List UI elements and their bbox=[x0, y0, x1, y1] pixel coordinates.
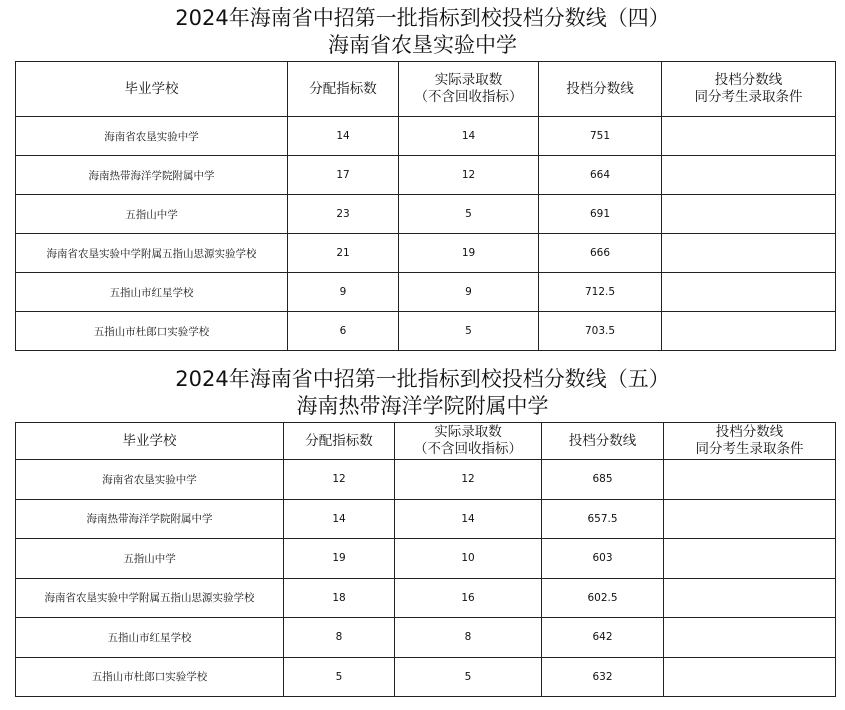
header-condition bbox=[662, 62, 836, 117]
cell-condition bbox=[664, 657, 836, 697]
cell-quota: 12 bbox=[284, 460, 395, 500]
table-row bbox=[16, 117, 836, 156]
header-quota: 分配指标数 bbox=[284, 423, 395, 460]
header-admitted-line2: （不含回收指标） bbox=[414, 441, 522, 457]
table-row bbox=[16, 156, 836, 195]
cell-condition bbox=[662, 273, 836, 312]
cell-admitted: 5 bbox=[399, 312, 539, 351]
cell-quota: 19 bbox=[284, 539, 395, 579]
cell-school: 海南热带海洋学院附属中学 bbox=[16, 156, 288, 195]
cell-quota: 21 bbox=[288, 234, 399, 273]
cell-quota: 23 bbox=[288, 195, 399, 234]
table-row bbox=[16, 499, 836, 539]
cell-admitted: 12 bbox=[399, 156, 539, 195]
cell-condition bbox=[662, 234, 836, 273]
cell-condition bbox=[664, 578, 836, 618]
cell-condition bbox=[662, 156, 836, 195]
cell-admitted: 5 bbox=[399, 195, 539, 234]
cell-score: 751 bbox=[539, 117, 662, 156]
table-row bbox=[16, 618, 836, 658]
cell-condition bbox=[664, 499, 836, 539]
cell-admitted: 9 bbox=[399, 273, 539, 312]
section-1-subtitle: 海南省农垦实验中学 bbox=[328, 33, 517, 57]
cell-score: 632 bbox=[542, 657, 664, 697]
cell-score: 703.5 bbox=[539, 312, 662, 351]
cell-quota: 14 bbox=[288, 117, 399, 156]
score-table-2 bbox=[15, 422, 836, 697]
header-quota: 分配指标数 bbox=[288, 62, 399, 117]
cell-condition bbox=[662, 117, 836, 156]
cell-admitted: 19 bbox=[399, 234, 539, 273]
cell-admitted: 8 bbox=[395, 618, 542, 658]
cell-score: 691 bbox=[539, 195, 662, 234]
header-admitted-line2: （不含回收指标） bbox=[414, 89, 523, 105]
header-score: 投档分数线 bbox=[542, 423, 664, 460]
header-school: 毕业学校 bbox=[16, 423, 284, 460]
cell-school: 五指山中学 bbox=[16, 195, 288, 234]
cell-school: 五指山市杜郎口实验学校 bbox=[16, 657, 284, 697]
header-admitted bbox=[395, 423, 542, 460]
cell-admitted: 10 bbox=[395, 539, 542, 579]
section-1-title: 2024年海南省中招第一批指标到校投档分数线（四） bbox=[175, 6, 670, 30]
table-header-row bbox=[16, 62, 836, 117]
header-admitted-line1: 实际录取数 bbox=[434, 424, 502, 440]
cell-score: 657.5 bbox=[542, 499, 664, 539]
cell-school: 海南热带海洋学院附属中学 bbox=[16, 499, 284, 539]
table-row bbox=[16, 460, 836, 500]
cell-quota: 6 bbox=[288, 312, 399, 351]
cell-admitted: 12 bbox=[395, 460, 542, 500]
cell-school: 五指山市杜郎口实验学校 bbox=[16, 312, 288, 351]
table-row bbox=[16, 234, 836, 273]
cell-quota: 17 bbox=[288, 156, 399, 195]
cell-condition bbox=[662, 312, 836, 351]
cell-school: 海南省农垦实验中学 bbox=[16, 117, 288, 156]
cell-admitted: 5 bbox=[395, 657, 542, 697]
cell-quota: 18 bbox=[284, 578, 395, 618]
header-score: 投档分数线 bbox=[539, 62, 662, 117]
section-2-title: 2024年海南省中招第一批指标到校投档分数线（五） bbox=[175, 367, 670, 391]
cell-admitted: 14 bbox=[395, 499, 542, 539]
table-row bbox=[16, 273, 836, 312]
cell-score: 603 bbox=[542, 539, 664, 579]
cell-score: 602.5 bbox=[542, 578, 664, 618]
table-row bbox=[16, 312, 836, 351]
header-admitted-line1: 实际录取数 bbox=[434, 72, 503, 88]
cell-school: 五指山市红星学校 bbox=[16, 618, 284, 658]
cell-condition bbox=[662, 195, 836, 234]
header-condition-line2: 同分考生录取条件 bbox=[694, 89, 803, 105]
cell-score: 685 bbox=[542, 460, 664, 500]
table-row bbox=[16, 657, 836, 697]
score-table-1 bbox=[15, 61, 836, 351]
cell-school: 海南省农垦实验中学附属五指山思源实验学校 bbox=[16, 234, 288, 273]
cell-school: 五指山市红星学校 bbox=[16, 273, 288, 312]
header-condition-line1: 投档分数线 bbox=[714, 72, 783, 88]
header-condition-line2: 同分考生录取条件 bbox=[695, 441, 804, 457]
cell-condition bbox=[664, 460, 836, 500]
header-school: 毕业学校 bbox=[16, 62, 288, 117]
cell-score: 664 bbox=[539, 156, 662, 195]
table-row bbox=[16, 539, 836, 579]
cell-score: 666 bbox=[539, 234, 662, 273]
cell-school: 五指山中学 bbox=[16, 539, 284, 579]
cell-score: 712.5 bbox=[539, 273, 662, 312]
cell-admitted: 14 bbox=[399, 117, 539, 156]
header-condition-line1: 投档分数线 bbox=[715, 424, 784, 440]
cell-quota: 5 bbox=[284, 657, 395, 697]
table-row bbox=[16, 578, 836, 618]
cell-quota: 14 bbox=[284, 499, 395, 539]
cell-condition bbox=[664, 539, 836, 579]
cell-quota: 8 bbox=[284, 618, 395, 658]
cell-quota: 9 bbox=[288, 273, 399, 312]
table-row bbox=[16, 195, 836, 234]
section-2-subtitle: 海南热带海洋学院附属中学 bbox=[296, 394, 549, 418]
cell-admitted: 16 bbox=[395, 578, 542, 618]
cell-school: 海南省农垦实验中学附属五指山思源实验学校 bbox=[16, 578, 284, 618]
table-header-row bbox=[16, 423, 836, 460]
cell-score: 642 bbox=[542, 618, 664, 658]
header-condition bbox=[664, 423, 836, 460]
header-admitted bbox=[399, 62, 539, 117]
cell-school: 海南省农垦实验中学 bbox=[16, 460, 284, 500]
cell-condition bbox=[664, 618, 836, 658]
